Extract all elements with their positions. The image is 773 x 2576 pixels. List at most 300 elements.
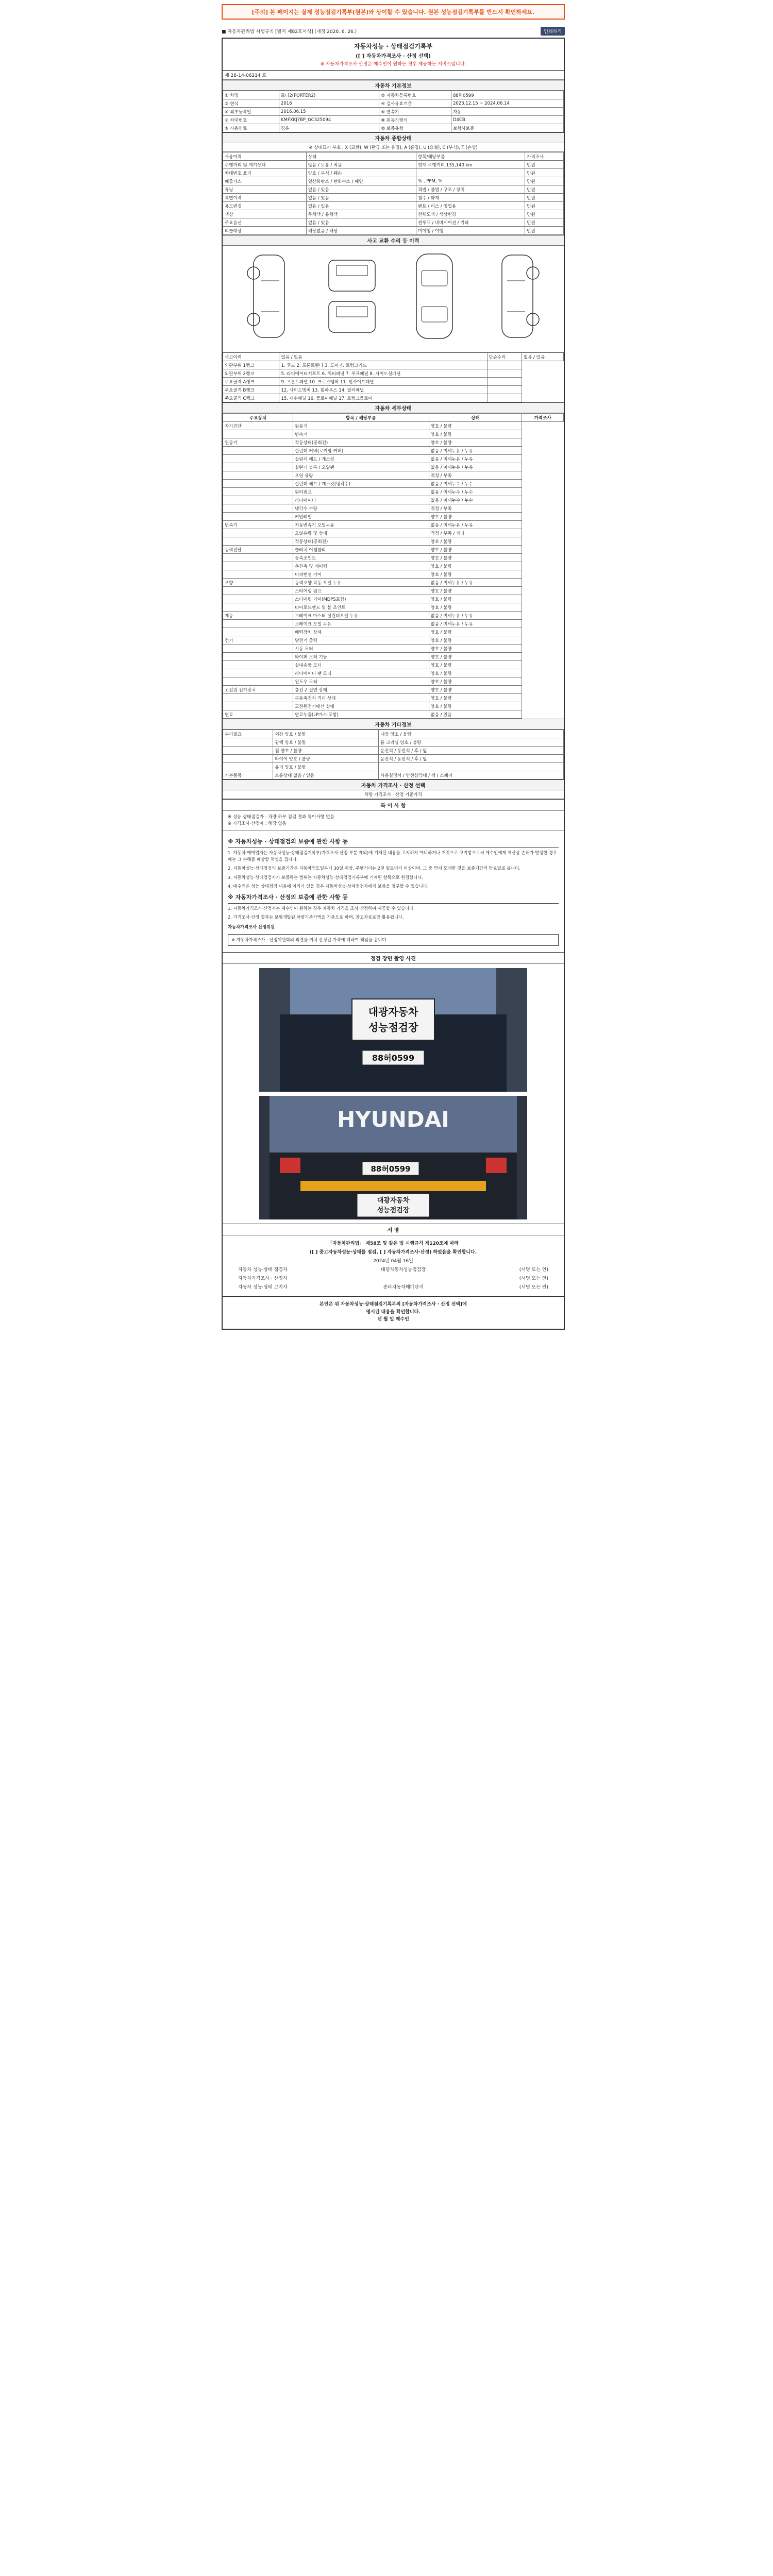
form-number: ■ 자동차관리법 시행규칙 [별지 제82호서식] (개정 2020. 6. 26.): [222, 29, 357, 35]
overall-state-title: 자동차 종합상태: [223, 132, 564, 143]
detail-cell: [223, 513, 293, 521]
state-cell: 배출가스: [223, 177, 307, 185]
signature-cell: (서명 또는 인): [519, 1276, 548, 1282]
detail-row: [223, 636, 564, 645]
detail-cell: 조향: [223, 579, 293, 587]
plate-text-rear: 88허0599: [371, 1164, 411, 1174]
extra-cell: 수리필요: [223, 730, 273, 738]
detail-cell: 오일유량 및 상태: [293, 529, 429, 537]
state-row: [223, 210, 564, 218]
detail-header-cell: 주요장치: [223, 414, 293, 422]
detail-cell: 양호 / 불량: [429, 653, 522, 661]
detail-cell: 없음 / 미세누유 / 누유: [429, 612, 522, 620]
detail-cell: 양호 / 불량: [429, 636, 522, 645]
detail-row: [223, 471, 564, 480]
accident-cell: 주요골격 C랭크: [223, 394, 279, 402]
detail-state-title: 자동차 세부상태: [223, 402, 564, 413]
basic-info-cell: 88허0599: [451, 91, 563, 99]
signature-cell: 자동차 성능·상태 고지자: [238, 1285, 288, 1291]
accident-row: [223, 394, 564, 402]
state-cell: [416, 169, 525, 177]
extra-row: [223, 771, 564, 779]
state-row: [223, 227, 564, 235]
detail-cell: 원동기: [293, 422, 429, 430]
detail-cell: [223, 496, 293, 504]
accident-row: [223, 386, 564, 394]
detail-row: [223, 447, 564, 455]
detail-cell: 양호 / 불량: [429, 546, 522, 554]
accident-table: [223, 352, 564, 402]
detail-row: [223, 677, 564, 686]
state-row: [223, 152, 564, 161]
state-cell: 만원: [525, 169, 564, 177]
state-cell: 가격조사: [525, 152, 564, 161]
detail-cell: 시동 모터: [293, 645, 429, 653]
detail-cell: 실린더 커버(로커암 커버): [293, 447, 429, 455]
signature-cell: 대광자동차성능점검장: [381, 1267, 426, 1273]
accident-row: [223, 361, 564, 369]
detail-cell: 없음 / 미세누수 / 누수: [429, 496, 522, 504]
detail-cell: [223, 554, 293, 562]
accident-cell: 5. 라디에이터서포트 6. 쿼터패널 7. 루프패널 8. 사이드실패널: [279, 369, 487, 378]
signature-cell: 자동차 성능·상태 점검자: [238, 1267, 288, 1273]
extra-cell: [223, 763, 273, 771]
detail-cell: [223, 661, 293, 669]
warranty-terms: [223, 831, 564, 952]
car-top-diagram: [398, 250, 470, 343]
basic-info-cell: ⑨ 사용연료: [223, 124, 279, 132]
state-cell: 주행거리 및 계기상태: [223, 161, 307, 169]
price-committee-box: ※ 자동차가격조사 · 산정위원회의 의결을 거쳐 산정된 가격에 대하여 책임을 집니다.: [228, 934, 559, 946]
accident-cell: 단순수리: [487, 353, 522, 361]
state-cell: 만원: [525, 194, 564, 202]
car-right-side-diagram: [481, 250, 553, 343]
basic-info-cell: 자동: [451, 108, 563, 116]
detail-cell: 작동상태(공회전): [293, 438, 429, 447]
accident-cell: [487, 378, 522, 386]
sign-text-line2: 성능점검장: [368, 1021, 418, 1033]
accident-cell: 9. 프론트패널 10. 크로스멤버 11. 인사이드패널: [279, 378, 487, 386]
state-cell: 리콜대상: [223, 227, 307, 235]
detail-cell: 실린더 헤드 / 개스킷: [293, 455, 429, 463]
truck-front-photo: [259, 968, 527, 1092]
inspection-photo-rear: [259, 1096, 527, 1219]
detail-cell: 실내송풍 모터: [293, 661, 429, 669]
detail-cell: 양호 / 불량: [429, 554, 522, 562]
basic-info-cell: ① 차명: [223, 91, 279, 99]
detail-cell: [223, 677, 293, 686]
detail-cell: 구동축전지 격리 상태: [293, 694, 429, 702]
rear-sign-text-line1: 대광자동차: [377, 1196, 410, 1205]
detail-row: [223, 488, 564, 496]
detail-row: [223, 587, 564, 595]
detail-row: [223, 562, 564, 570]
detail-cell: 클러치 어셈블리: [293, 546, 429, 554]
detail-cell: 원동기: [223, 438, 293, 447]
accident-cell: 사고이력: [223, 353, 279, 361]
state-row: [223, 194, 564, 202]
footer-line-2: 명시된 내용을 확인합니다.: [366, 1309, 421, 1315]
detail-cell: 양호 / 불량: [429, 513, 522, 521]
detail-cell: 브레이크 마스터 실린더오일 누유: [293, 612, 429, 620]
detail-header-cell: 항목 / 해당부품: [293, 414, 429, 422]
detail-cell: 변속기: [223, 521, 293, 529]
basic-info-title: 자동차 기본정보: [223, 80, 564, 91]
accident-cell: [487, 394, 522, 402]
overall-state-table: [223, 152, 564, 235]
extra-cell: 기본품목: [223, 771, 273, 779]
extra-cell: 보유상태 없음 / 있음: [273, 771, 379, 779]
warning-notice: [주의] 본 페이지는 실제 성능점검기록부(원본)와 상이할 수 있습니다. 원본 성능점검기록부를 반드시 확인하세요.: [222, 4, 565, 20]
detail-row: [223, 529, 564, 537]
state-cell: 미이행 / 이행: [416, 227, 525, 235]
detail-row: [223, 710, 564, 719]
document-frame: [222, 4, 565, 1330]
detail-cell: 변속기: [293, 430, 429, 438]
detail-cell: 냉각수 수량: [293, 504, 429, 513]
detail-cell: [223, 463, 293, 471]
state-cell: 만원: [525, 227, 564, 235]
detail-cell: 양호 / 불량: [429, 587, 522, 595]
signature-block: [223, 1235, 564, 1297]
detail-cell: 제동: [223, 612, 293, 620]
state-cell: 색상: [223, 210, 307, 218]
accident-cell: [487, 361, 522, 369]
basic-info-cell: 포터2(PORTER2): [279, 91, 379, 99]
detail-cell: 배력장치 상태: [293, 628, 429, 636]
detail-cell: [223, 595, 293, 603]
detail-cell: 동력조향 작동 오일 누유: [293, 579, 429, 587]
signature-cell: (서명 또는 인): [519, 1285, 548, 1291]
state-cell: % , PPM, %: [416, 177, 525, 185]
warranty-paragraph: 4. 매수인은 성능·상태점검 내용에 이의가 있을 경우 자동차성능·상태점검자에게 보증을 청구할 수 있습니다.: [228, 884, 429, 889]
detail-row: [223, 463, 564, 471]
detail-row: [223, 513, 564, 521]
detail-cell: [223, 702, 293, 710]
detail-cell: [223, 628, 293, 636]
detail-cell: 커먼레일: [293, 513, 429, 521]
detail-row: [223, 422, 564, 430]
detail-cell: [223, 488, 293, 496]
special-notes-body: [223, 811, 564, 831]
signature-law: 「자동차관리법」 제58조 및 같은 법 시행규칙 제120조에 따라: [328, 1241, 459, 1246]
sign-text-line1: 대광자동차: [368, 1005, 418, 1018]
detail-cell: [223, 471, 293, 480]
record-title-box: [223, 39, 564, 71]
extra-row: [223, 747, 564, 755]
detail-cell: 워터펌프: [293, 488, 429, 496]
form-header: [222, 27, 565, 36]
state-cell: 없음 / 있음: [306, 194, 416, 202]
warranty-paragraph: 1. 자동차 매매업자는 자동차성능·상태점검기록부(가격조사·산정 부분 제외)에 기재된 내용을 고지하지 아니하거나 거짓으로 고지함으로써 매수인에게 재산상 손해가 발생한 경우에는 그 손해를 배상할 책임을 집니다.: [228, 850, 557, 862]
accident-diagram-title: 사고 교환 수리 등 이력: [223, 235, 564, 246]
detail-row: [223, 653, 564, 661]
signature-law-2: ([ ] 중고자동차성능·상태를 점검, [ ] 자동차가격조사·산정) 하였음을 확인합니다.: [309, 1250, 477, 1256]
signature-date: 2024년 04월 16일: [373, 1259, 413, 1264]
brand-text: HYUNDAI: [337, 1106, 449, 1132]
detail-cell: 라디에이터 팬 모터: [293, 669, 429, 677]
detail-cell: 양호 / 불량: [429, 570, 522, 579]
state-cell: 해당없음 / 해당: [306, 227, 416, 235]
detail-state-table: [223, 413, 564, 719]
detail-row: [223, 504, 564, 513]
detail-row: [223, 595, 564, 603]
state-cell: 용도변경: [223, 202, 307, 210]
detail-cell: [223, 620, 293, 628]
accident-row: [223, 369, 564, 378]
detail-cell: 양호 / 불량: [429, 430, 522, 438]
rear-sign-text-line2: 성능점검장: [377, 1206, 410, 1214]
state-cell: 침수 / 화재: [416, 194, 525, 202]
warranty-paragraph: 3. 자동차성능·상태점검자가 보증하는 범위는 자동차성능·상태점검기록부에 기재된 항목으로 한정합니다.: [228, 874, 423, 880]
state-cell: 만원: [525, 218, 564, 227]
detail-cell: 추진축 및 베어링: [293, 562, 429, 570]
detail-cell: 양호 / 불량: [429, 603, 522, 612]
record-title: 자동차성능 · 상태점검기록부: [354, 43, 433, 50]
detail-cell: 연료누출(LP가스 포함): [293, 710, 429, 719]
price-section-title: 자동차 가격조사 · 산정 선택: [223, 779, 564, 790]
state-cell: 무채색 / 유채색: [306, 210, 416, 218]
detail-row: [223, 546, 564, 554]
warranty-heading-inspection: ※ 자동차성능 · 상태점검의 보증에 관한 사항 등: [228, 837, 559, 848]
state-cell: 많음 / 보통 / 적음: [306, 161, 416, 169]
signature-rows: [238, 1266, 548, 1292]
detail-row: [223, 537, 564, 546]
detail-cell: [223, 447, 293, 455]
basic-info-cell: ⑥ 변속기: [379, 108, 451, 116]
detail-row: [223, 686, 564, 694]
basic-info-table: [223, 91, 564, 132]
extra-cell: 유리 양호 / 불량: [273, 763, 379, 771]
detail-cell: 충전구 절연 상태: [293, 686, 429, 694]
detail-cell: 스티어링 기어(MDPS포함): [293, 595, 429, 603]
detail-cell: [223, 537, 293, 546]
state-cell: 만원: [525, 177, 564, 185]
detail-cell: [223, 480, 293, 488]
detail-cell: 브레이크 오일 누유: [293, 620, 429, 628]
detail-cell: 실린더 헤드 / 개스킷(냉각수): [293, 480, 429, 488]
price-committee-title: 자동차가격조사 산정위원: [228, 924, 275, 930]
accident-row: [223, 353, 564, 361]
detail-cell: 자기진단: [223, 422, 293, 430]
detail-header-cell: 상태: [429, 414, 522, 422]
signature-cell: 자동차가격조사 · 산정자: [238, 1276, 288, 1282]
car-diagram: [223, 246, 564, 352]
extra-cell: 룸 크리닝 양호 / 불량: [379, 738, 564, 747]
extra-cell: 광택 양호 / 불량: [273, 738, 379, 747]
detail-cell: 발전기 출력: [293, 636, 429, 645]
detail-cell: 윈도우 모터: [293, 677, 429, 686]
detail-cell: 없음 / 미세누유 / 누유: [429, 620, 522, 628]
detail-cell: [223, 430, 293, 438]
basic-info-cell: ⑩ 보증유형: [379, 124, 451, 132]
detail-cell: [223, 587, 293, 595]
state-row: [223, 169, 564, 177]
document-number: 제 28-14-06214 호: [223, 71, 564, 80]
signature-row: [238, 1275, 548, 1283]
detail-row: [223, 570, 564, 579]
basic-info-row: [223, 116, 564, 124]
detail-row: [223, 694, 564, 702]
basic-info-cell: ② 자동차등록번호: [379, 91, 451, 99]
state-row: [223, 161, 564, 169]
detail-cell: [223, 455, 293, 463]
extra-cell: [379, 763, 564, 771]
accident-cell: 없음 / 있음: [522, 353, 563, 361]
extra-cell: 외장 양호 / 불량: [273, 730, 379, 738]
basic-info-cell: ⑧ 원동기형식: [379, 116, 451, 124]
state-cell: 특별이력: [223, 194, 307, 202]
overall-state-legend: ※ 상태표시 부호 : X (교환), W (판금 또는 용접), A (흠집), U (요철), C (부식), T (손상): [223, 143, 564, 152]
basic-info-cell: 경유: [279, 124, 379, 132]
detail-cell: 양호 / 불량: [429, 438, 522, 447]
extra-cell: 운전석 / 동반석 / 후 / 앞: [379, 755, 564, 763]
warranty-paragraph: 1. 자동차가격조사·산정자는 매수인이 원하는 경우 자동차 가격을 조사·산정하여 제공할 수 있습니다.: [228, 905, 415, 911]
detail-cell: 없음 / 미세누유 / 누유: [429, 521, 522, 529]
inspection-photo-front: [259, 968, 527, 1092]
detail-row: [223, 579, 564, 587]
detail-cell: 없음 / 미세누수 / 누수: [429, 488, 522, 496]
detail-cell: [223, 653, 293, 661]
print-button[interactable]: 인쇄하기: [541, 27, 565, 36]
buyer-confirmation: [223, 1296, 564, 1328]
state-cell: 렌트 / 리스 / 영업용: [416, 202, 525, 210]
state-row: [223, 202, 564, 210]
detail-cell: 양호 / 불량: [429, 669, 522, 677]
accident-cell: 주요골격 A랭크: [223, 378, 279, 386]
detail-cell: 없음 / 미세누유 / 누유: [429, 455, 522, 463]
detail-cell: 작동상태(공회전): [293, 537, 429, 546]
state-cell: 현재 주행거리 135,140 km: [416, 161, 525, 169]
detail-cell: 와이퍼 모터 기능: [293, 653, 429, 661]
signature-title: 서 명: [223, 1224, 564, 1235]
car-left-side-diagram: [233, 250, 305, 343]
basic-info-row: [223, 99, 564, 108]
state-cell: 적법 / 불법 / 구조 / 장치: [416, 185, 525, 194]
extra-cell: 휠 양호 / 불량: [273, 747, 379, 755]
detail-cell: 양호 / 불량: [429, 702, 522, 710]
special-note-line: ※ 가격조사·산정자 : 해당 없음: [228, 821, 287, 827]
signature-cell: (서명 또는 인): [519, 1267, 548, 1273]
detail-cell: 없음 / 미세누유 / 누유: [429, 447, 522, 455]
detail-cell: 양호 / 불량: [429, 562, 522, 570]
detail-row: [223, 645, 564, 653]
signature-row: [238, 1283, 548, 1292]
detail-cell: 등속조인트: [293, 554, 429, 562]
state-row: [223, 185, 564, 194]
state-cell: 없음 / 있음: [306, 218, 416, 227]
state-cell: 상태: [306, 152, 416, 161]
detail-cell: [223, 694, 293, 702]
detail-cell: 동력전달: [223, 546, 293, 554]
extra-cell: 내장 양호 / 불량: [379, 730, 564, 738]
detail-cell: [223, 570, 293, 579]
basic-info-cell: ⑦ 차대번호: [223, 116, 279, 124]
footer-line-1: 본인은 위 자동차성능·상태점검기록부의 [자동차가격조사 · 산정 선택]에: [320, 1302, 467, 1308]
detail-row: [223, 702, 564, 710]
special-notes-title: 특 이 사 항: [223, 799, 564, 811]
accident-cell: 15. 대쉬패널 16. 플로어패널 17. 트렁크플로어: [279, 394, 487, 402]
photos-title: 점검 장면 촬영 사진: [223, 952, 564, 964]
extra-row: [223, 738, 564, 747]
state-cell: 차대번호 표기: [223, 169, 307, 177]
detail-cell: 자동변속기 오일누유: [293, 521, 429, 529]
state-row: [223, 177, 564, 185]
state-cell: 만원: [525, 161, 564, 169]
state-cell: 항목/해당부품: [416, 152, 525, 161]
truck-rear-photo: [259, 1096, 527, 1219]
state-cell: 주요옵션: [223, 218, 307, 227]
detail-cell: 적정 / 부족 / 과다: [429, 529, 522, 537]
detail-cell: 스티어링 펌프: [293, 587, 429, 595]
detail-cell: [223, 504, 293, 513]
detail-cell: 적정 / 부족: [429, 471, 522, 480]
basic-info-cell: KMFXKJ7BP_GC325094: [279, 116, 379, 124]
detail-header-row: [223, 414, 564, 422]
detail-row: [223, 521, 564, 529]
detail-cell: 양호 / 불량: [429, 645, 522, 653]
basic-info-cell: 2016: [279, 99, 379, 108]
detail-row: [223, 430, 564, 438]
state-cell: 전체도색 / 색상변경: [416, 210, 525, 218]
accident-cell: 외판부위 2랭크: [223, 369, 279, 378]
basic-info-cell: 보험사보증: [451, 124, 563, 132]
extra-info-table: [223, 730, 564, 779]
accident-row: [223, 378, 564, 386]
detail-row: [223, 438, 564, 447]
accident-cell: 없음 / 있음: [279, 353, 487, 361]
extra-cell: [223, 755, 273, 763]
detail-row: [223, 669, 564, 677]
detail-cell: 실린더 블록 / 오일팬: [293, 463, 429, 471]
accident-cell: 1. 후드 2. 프론트휀더 3. 도어 4. 트렁크리드: [279, 361, 487, 369]
detail-cell: 라디에이터: [293, 496, 429, 504]
accident-cell: [487, 386, 522, 394]
extra-cell: [223, 738, 273, 747]
basic-info-row: [223, 108, 564, 116]
detail-cell: [223, 645, 293, 653]
warranty-paragraph: 2. 가격조사·산정 결과는 보험개발원 차량기준가액을 기준으로 하며, 참고자료로만 활용됩니다.: [228, 914, 404, 920]
detail-row: [223, 661, 564, 669]
detail-cell: [223, 529, 293, 537]
state-cell: 없음 / 있음: [306, 185, 416, 194]
basic-info-cell: ④ 검사유효기간: [379, 99, 451, 108]
state-cell: 없음 / 있음: [306, 202, 416, 210]
detail-cell: 타이로드엔드 및 볼 조인트: [293, 603, 429, 612]
state-cell: 만원: [525, 210, 564, 218]
car-front-rear-diagram: [316, 250, 388, 343]
detail-cell: 양호 / 불량: [429, 537, 522, 546]
detail-cell: 없음 / 미세누유 / 누유: [429, 579, 522, 587]
basic-info-row: [223, 124, 564, 132]
detail-cell: 양호 / 불량: [429, 694, 522, 702]
price-note: 차량 가격조사 · 산정 기준가격: [223, 790, 564, 799]
basic-info-cell: 2016.06.15: [279, 108, 379, 116]
detail-cell: 전기: [223, 636, 293, 645]
detail-row: [223, 620, 564, 628]
state-cell: 튜닝: [223, 185, 307, 194]
record-warning: ※ 자동차가격조사·산정은 매수인이 원하는 경우 제공하는 서비스입니다.: [320, 62, 466, 67]
state-cell: 만원: [525, 185, 564, 194]
detail-cell: 양호 / 불량: [429, 661, 522, 669]
detail-cell: 고전원전기배선 상태: [293, 702, 429, 710]
state-cell: 양호 / 부식 / 훼손: [306, 169, 416, 177]
detail-cell: 고전원 전기장치: [223, 686, 293, 694]
warranty-paragraph: 2. 자동차성능·상태점검의 보증기간은 자동차인도일부터 30일 이상, 주행거리는 2천 킬로미터 이상이며, 그 중 먼저 도래한 것을 보증기간의 만료일로 봅니다.: [228, 866, 521, 871]
extra-cell: 타이어 양호 / 불량: [273, 755, 379, 763]
detail-cell: 양호 / 불량: [429, 686, 522, 694]
inspection-record: [222, 38, 565, 1330]
